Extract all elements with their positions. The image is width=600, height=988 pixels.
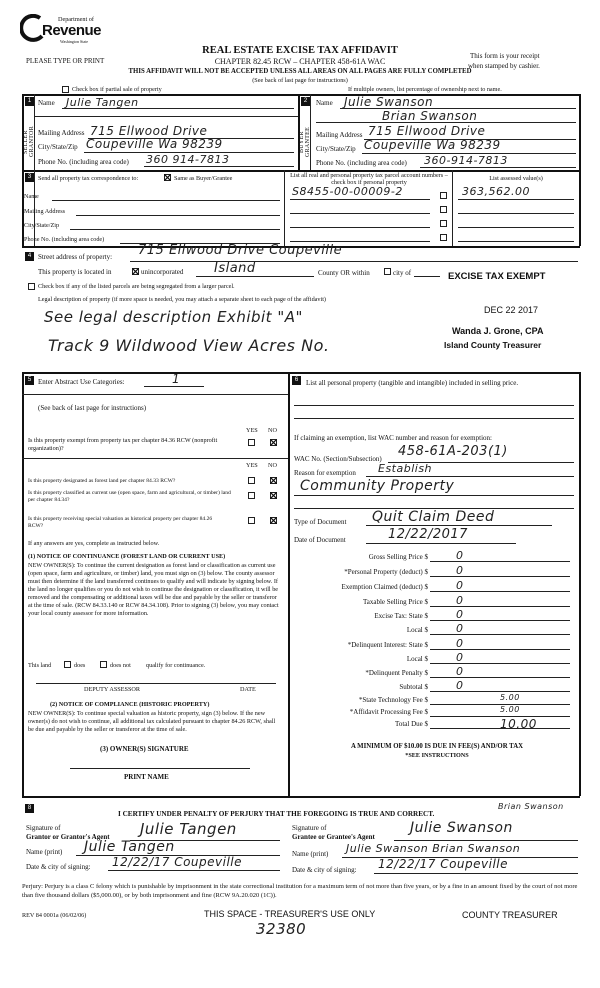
seller-phone-label: Phone No. (including area code) [38, 158, 129, 166]
buyer-side-label: BUYER GRANTEE [299, 126, 311, 158]
personal-property-checkbox-1[interactable] [440, 192, 447, 199]
tax-row-value[interactable]: 0 [456, 651, 464, 664]
does-not-qualify-checkbox[interactable] [100, 661, 107, 668]
grantee-name-label: Name (print) [292, 850, 329, 858]
parcel-number[interactable]: S8455-00-00009-2 [292, 185, 403, 198]
certify-initials[interactable]: Brian Swanson [498, 802, 564, 811]
reason-label: Reason for exemption [294, 469, 356, 477]
if-yes-instruction: If any answers are yes, complete as instructed below. [28, 540, 160, 547]
receipt-number: 32380 [256, 920, 307, 938]
section-1-marker: 1 [25, 97, 34, 106]
section-4-marker: 4 [25, 252, 34, 261]
current-use-yes-checkbox[interactable] [248, 492, 255, 499]
tax-row-label: *Delinquent Interest: State $ [347, 641, 428, 649]
current-use-no-checkbox[interactable] [270, 492, 277, 499]
question-current-use: Is this property classified as current use (open space, farm and agricultural, or timber) land per chapter 84.34? [28, 490, 231, 503]
section-8-marker: 8 [25, 804, 34, 813]
seller-addr-label: Mailing Address [38, 129, 85, 137]
receipt-line2: when stamped by cashier. [468, 62, 540, 70]
grantor-date-city[interactable]: 12/22/17 Coupeville [112, 855, 243, 869]
street-address-label: Street address of property: [38, 253, 113, 261]
buyer-addr-label: Mailing Address [316, 131, 363, 139]
no-header-1: NO [268, 427, 277, 434]
owner-signature-label: (3) OWNER(S) SIGNATURE [100, 745, 189, 753]
grantor-print-name[interactable]: Julie Tangen [84, 839, 175, 855]
tax-row-label: Excise Tax: State $ [374, 612, 428, 620]
corr-city-label: City/State/Zip [24, 222, 60, 229]
seller-side-label: SELLER GRANTOR [23, 126, 35, 158]
tax-row-label: Total Due $ [395, 720, 428, 728]
tax-row-value[interactable]: 5.00 [500, 693, 520, 702]
qualify-label: qualify for continuance. [146, 662, 206, 669]
tax-row-value[interactable]: 0 [456, 679, 464, 692]
nonprofit-yes-checkbox[interactable] [248, 439, 255, 446]
buyer-address[interactable]: 715 Ellwood Drive [368, 124, 486, 138]
same-as-buyer-label: Same as Buyer/Grantee [174, 175, 233, 182]
reason-line-2[interactable]: Community Property [300, 478, 455, 494]
exempt-stamp-date: DEC 22 2017 [484, 305, 539, 315]
yes-header-1: YES [246, 427, 258, 434]
tax-row-label: Taxable Selling Price $ [362, 598, 428, 606]
exempt-stamp-title: EXCISE TAX EXEMPT [448, 271, 546, 282]
legal-description-label: Legal description of property (if more space is needed, you may attach a separate sheet to each page of the affidavit) [38, 296, 326, 303]
continuance-heading: (1) NOTICE OF CONTINUANCE (FOREST LAND OR CURRENT USE) [28, 553, 226, 560]
grantee-print-name[interactable]: Julie Swanson Brian Swanson [346, 842, 521, 855]
form-revision: REV 84 0001a (06/02/06) [22, 912, 87, 919]
this-land-label: This land [28, 662, 52, 669]
buyer-phone-label: Phone No. (including area code) [316, 159, 407, 167]
tax-row-value[interactable]: 10.00 [500, 717, 537, 731]
doc-date-label: Date of Document [294, 536, 346, 544]
assessed-value-header: List assessed value(s) [489, 175, 543, 182]
seller-address[interactable]: 715 Ellwood Drive [90, 124, 208, 138]
see-instructions: *SEE INSTRUCTIONS [405, 752, 469, 759]
exempt-stamp-office: Island County Treasurer [444, 340, 542, 350]
no-header-2: NO [268, 462, 277, 469]
grantee-date-city[interactable]: 12/22/17 Coupeville [378, 857, 509, 871]
wac-label: WAC No. (Section/Subsection) [294, 455, 382, 463]
county-or-label: County OR within [318, 269, 370, 277]
historic-body: NEW OWNER(S): To continue special valuation as historic property, sign (3) below. If the new owner(s) do not wish to continue, all additional tax calculated pursuant to chapter 84.26 RCW, shall be due and payable by the seller or transferor at the time of sale. [28, 710, 276, 733]
county-value[interactable]: Island [214, 261, 256, 276]
buyer-name-1[interactable]: Julie Swanson [344, 95, 434, 109]
legal-description-1[interactable]: See legal description Exhibit "A" [44, 308, 303, 326]
grantor-name-label: Name (print) [26, 848, 63, 856]
personal-property-checkbox-2[interactable] [440, 206, 447, 213]
county-treasurer-label: COUNTY TREASURER [462, 910, 558, 920]
deputy-assessor-label: DEPUTY ASSESSOR [84, 686, 140, 693]
historic-no-checkbox[interactable] [270, 517, 277, 524]
tax-row-value[interactable]: 0 [456, 594, 464, 607]
tax-row-value[interactable]: 0 [456, 608, 464, 621]
receipt-line1: This form is your receipt [470, 52, 540, 60]
section-2-marker: 2 [301, 97, 310, 106]
unincorporated-checkbox[interactable] [132, 268, 139, 275]
seller-city-label: City/State/Zip [38, 143, 78, 151]
unincorporated-label: unincorporated [141, 268, 184, 276]
tax-row-label: *State Technology Fee $ [358, 696, 428, 704]
continuance-body: NEW OWNER(S): To continue the current designation as forest land or classification as current use (open space, farm and agriculture, or timber) land, you must sign on (3) below. The county assessor must then determine if the land transferred continues to qualify and will indicate by signing below. If the land no longer qualifies or you do not wish to continue the designation or classification, it will be removed and the compensating or additional taxes will be due and payable by the seller or transferor at the time of sale. (RCW 84.33.140 or RCW 84.34.108). Prior to signing (3) below, you may contact your local county assessor for more information. [28, 562, 279, 617]
dept-label: Department of [58, 16, 94, 23]
question-forest: Is this property designated as forest land per chapter 84.33 RCW? [28, 478, 176, 484]
grantor-sig-label: Signature of [26, 824, 61, 832]
question-nonprofit: Is this property exempt from property tax per chapter 84.36 RCW (nonprofit organization)? [28, 437, 218, 452]
forest-yes-checkbox[interactable] [248, 477, 255, 484]
tax-row-label: Exemption Claimed (deduct) $ [341, 583, 428, 591]
city-checkbox[interactable] [384, 268, 391, 275]
does-qualify-checkbox[interactable] [64, 661, 71, 668]
send-correspondence-label: Send all property tax correspondence to: [38, 175, 139, 182]
city-of-label: city of [393, 269, 412, 277]
tax-row-label: *Affidavit Processing Fee $ [349, 708, 428, 716]
abstract-see-back: (See back of last page for instructions) [38, 404, 147, 412]
corr-phone-label: Phone No. (including area code) [24, 236, 105, 243]
section-3-marker: 3 [25, 173, 34, 182]
tax-row-value[interactable]: 0 [456, 622, 464, 635]
personal-property-checkbox-3[interactable] [440, 220, 447, 227]
assessor-date-label: DATE [240, 686, 256, 693]
exemption-claim-label: If claiming an exemption, list WAC number and reason for exemption: [294, 434, 492, 442]
see-back: (See back of last page for instructions) [252, 77, 348, 84]
tax-row-value[interactable]: 0 [456, 549, 464, 562]
perjury-notice: Perjury: Perjury is a class C felony which is punishable by imprisonment in the state correctional institution for a maximum term of not more than five years, or by a fine in an amount fixed by the court of not more than five thousand dollars ($5,000.00), or by both imprisonment and fine (RCW 9A.20.020 (1C)). [22, 883, 578, 899]
section-6-marker: 6 [292, 376, 301, 385]
forest-no-checkbox[interactable] [270, 477, 277, 484]
abstract-use-label: Enter Abstract Use Categories: [38, 378, 125, 386]
assessed-value[interactable]: 363,562.00 [462, 185, 530, 198]
tax-row-label: *Personal Property (deduct) $ [344, 568, 428, 576]
seller-city[interactable]: Coupeville Wa 98239 [86, 137, 223, 151]
doc-type-label: Type of Document [294, 518, 347, 526]
abstract-use-value[interactable]: 1 [172, 372, 181, 386]
grantee-signature[interactable]: Julie Swanson [410, 820, 513, 836]
historic-yes-checkbox[interactable] [248, 517, 255, 524]
reason-line-1[interactable]: Establish [378, 462, 433, 475]
buyer-phone[interactable]: 360-914-7813 [424, 154, 508, 167]
buyer-name-2[interactable]: Brian Swanson [382, 109, 478, 123]
corr-name-label: Name [24, 193, 39, 200]
buyer-city[interactable]: Coupeville Wa 98239 [364, 138, 501, 152]
grantor-agent-label: Grantor or Grantor's Agent [26, 833, 110, 841]
legal-description-2[interactable]: Track 9 Wildwood View Acres No. [48, 336, 330, 355]
does-not-label: does not [110, 662, 131, 669]
tax-row-value[interactable]: 0 [456, 579, 464, 592]
grantor-date-label: Date & city of signing: [26, 863, 91, 871]
exempt-stamp-name: Wanda J. Grone, CPA [452, 326, 544, 336]
seller-phone[interactable]: 360 914-7813 [146, 153, 230, 166]
located-in-label: This property is located in [38, 268, 112, 276]
tax-row-label: *Delinquent Penalty $ [365, 669, 428, 677]
state-label: Washington State [60, 39, 89, 44]
tax-row-label: Local $ [406, 626, 428, 634]
segregated-parcel-checkbox[interactable] [28, 283, 35, 290]
tax-row-label: Gross Selling Price $ [368, 553, 428, 561]
buyer-name-label: Name [316, 99, 333, 107]
historic-heading: (2) NOTICE OF COMPLIANCE (HISTORIC PROPERTY) [50, 701, 210, 708]
corr-addr-label: Mailing Address [24, 208, 66, 215]
yes-header-2: YES [246, 462, 258, 469]
grantor-signature[interactable]: Julie Tangen [140, 820, 237, 838]
certify-statement: I CERTIFY UNDER PENALTY OF PERJURY THAT THE FOREGOING IS TRUE AND CORRECT. [118, 810, 435, 818]
grantee-sig-label: Signature of [292, 824, 327, 832]
wac-number[interactable]: 458-61A-203(1) [398, 444, 508, 459]
street-address[interactable]: 715 Ellwood Drive Coupeville [138, 243, 343, 258]
minimum-due: A MINIMUM OF $10.00 IS DUE IN FEE(S) AND/OR TAX [350, 743, 524, 750]
tax-row-value[interactable]: 0 [456, 564, 464, 577]
buyer-city-label: City/State/Zip [316, 145, 356, 153]
grantee-agent-label: Grantee or Grantee's Agent [292, 833, 375, 841]
doc-date[interactable]: 12/22/2017 [388, 527, 468, 542]
grantee-date-label: Date & city of signing: [292, 866, 357, 874]
partial-sale-label: Check box if partial sale of property [72, 86, 162, 93]
seller-name-label: Name [38, 99, 55, 107]
treasurer-use-label: THIS SPACE - TREASURER'S USE ONLY [204, 909, 376, 919]
does-label: does [74, 662, 86, 669]
doc-type[interactable]: Quit Claim Deed [372, 509, 495, 525]
personal-property-label: List all personal property (tangible and intangible) included in selling price. [306, 379, 519, 387]
form-chapter: CHAPTER 82.45 RCW – CHAPTER 458-61A WAC [214, 57, 386, 66]
form-notice: THIS AFFIDAVIT WILL NOT BE ACCEPTED UNLESS ALL AREAS ON ALL PAGES ARE FULLY COMPLETED [128, 68, 472, 75]
question-historic: Is this property receiving special valuation as historical property per chapter 84.26 RCW? [28, 516, 213, 529]
nonprofit-no-checkbox[interactable] [270, 439, 277, 446]
multiple-owners-label: If multiple owners, list percentage of ownership next to name. [348, 86, 502, 93]
print-name-label: PRINT NAME [124, 773, 169, 781]
tax-row-label: Subtotal $ [399, 683, 428, 691]
section-5-marker: 5 [25, 376, 34, 385]
form-title: REAL ESTATE EXCISE TAX AFFIDAVIT [202, 45, 398, 56]
partial-sale-checkbox[interactable] [62, 86, 69, 93]
please-print: PLEASE TYPE OR PRINT [26, 57, 105, 65]
personal-property-checkbox-4[interactable] [440, 234, 447, 241]
tax-row-value[interactable]: 0 [456, 665, 464, 678]
tax-row-value[interactable]: 0 [456, 637, 464, 650]
parcel-list-header: List all real and personal property tax parcel account numbers – check box if personal property [290, 172, 448, 186]
same-as-buyer-checkbox[interactable] [164, 174, 171, 181]
tax-row-value[interactable]: 5.00 [500, 705, 520, 714]
tax-row-label: Local $ [406, 655, 428, 663]
seller-name[interactable]: Julie Tangen [66, 96, 139, 109]
segregated-parcel-label: Check box if any of the listed parcels are being segregated from a larger parcel. [38, 283, 235, 290]
revenue-wordmark: Revenue [42, 22, 102, 39]
